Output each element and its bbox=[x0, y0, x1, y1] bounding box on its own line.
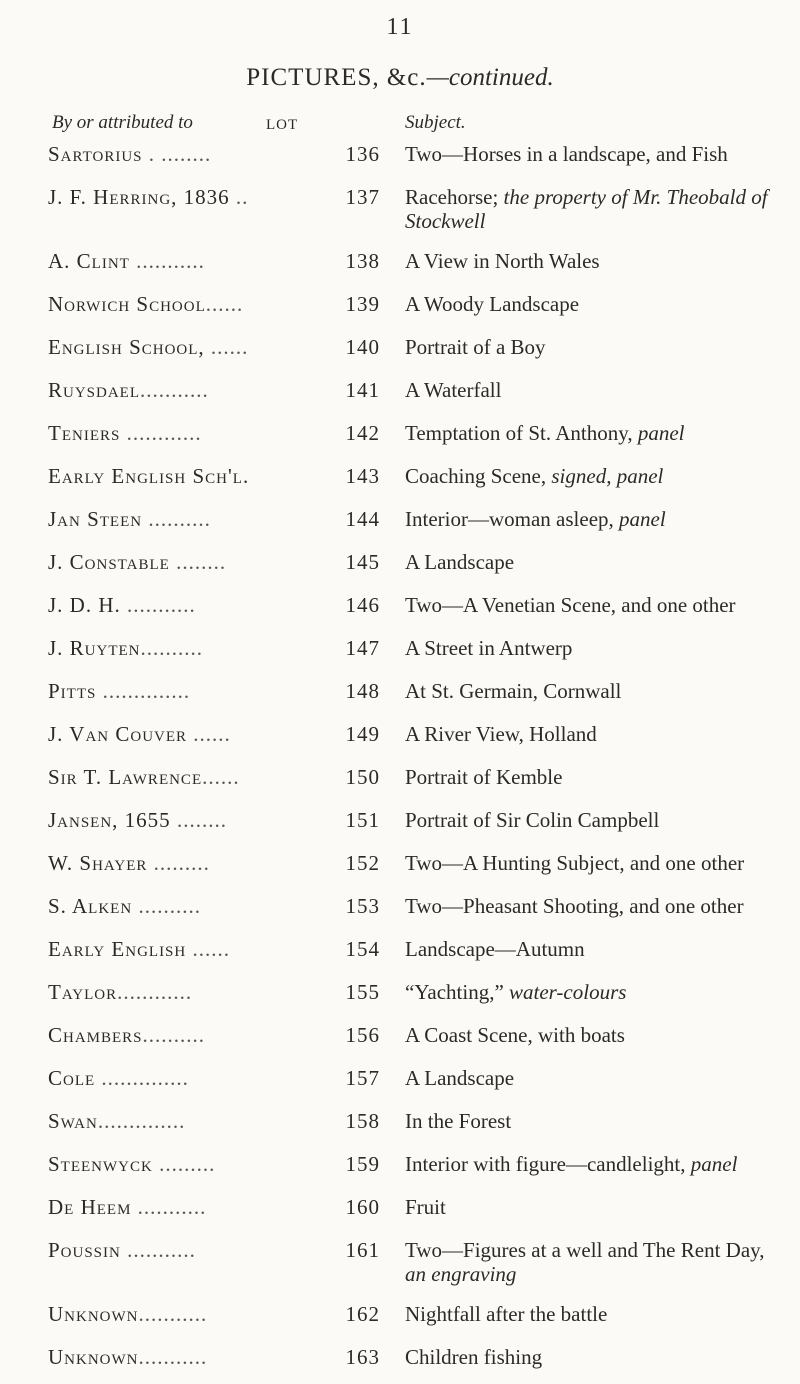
artist-name-text: S. Alken bbox=[48, 894, 133, 918]
artist-name-text: Sir T. Lawrence bbox=[48, 765, 203, 789]
leader-dots: .......... bbox=[142, 507, 211, 531]
catalogue-row bbox=[0, 374, 800, 417]
lot-number: 160 bbox=[345, 1195, 380, 1219]
catalogue-row bbox=[0, 1062, 800, 1105]
subject-description bbox=[405, 335, 790, 359]
subject-text: A Landscape bbox=[405, 1066, 515, 1090]
leader-dots: . ........ bbox=[142, 142, 212, 166]
subject-italic-text: signed, panel bbox=[551, 464, 664, 488]
artist-name-text: De Heem bbox=[48, 1195, 132, 1219]
leader-dots: .. bbox=[229, 185, 249, 209]
lot-number: 144 bbox=[345, 507, 380, 531]
artist-name bbox=[48, 1152, 298, 1177]
artist-name-text: Taylor bbox=[48, 980, 118, 1004]
subject-description bbox=[405, 378, 790, 402]
artist-name bbox=[48, 464, 298, 489]
catalogue-row bbox=[0, 890, 800, 933]
lot-number: 138 bbox=[345, 249, 380, 273]
subject-text: Landscape—Autumn bbox=[405, 937, 585, 961]
catalogue-row bbox=[0, 675, 800, 718]
artist-name-text: W. Shayer bbox=[48, 851, 148, 875]
lot-number: 140 bbox=[345, 335, 380, 359]
leader-dots: ...... bbox=[187, 722, 231, 746]
subject-column-header: Subject. bbox=[405, 112, 466, 133]
artist-name-text: J. Ruyten bbox=[48, 636, 141, 660]
artist-name-text: Early English Sch'l. bbox=[48, 464, 250, 488]
subject-description bbox=[405, 464, 790, 488]
artist-name bbox=[48, 507, 298, 532]
artist-name bbox=[48, 550, 298, 575]
subject-description bbox=[405, 1195, 790, 1219]
artist-name bbox=[48, 1345, 298, 1370]
artist-name bbox=[48, 937, 298, 962]
lot-number: 151 bbox=[345, 808, 380, 832]
artist-name bbox=[48, 1302, 298, 1327]
subject-description bbox=[405, 1109, 790, 1133]
subject-italic-text: the property of Mr. Theobald of Stockwell bbox=[405, 185, 768, 233]
artist-name bbox=[48, 679, 298, 704]
artist-name bbox=[48, 980, 298, 1005]
catalogue-row bbox=[0, 761, 800, 804]
lot-number: 149 bbox=[345, 722, 380, 746]
subject-description bbox=[405, 679, 790, 703]
catalogue-row bbox=[0, 138, 800, 181]
subject-text: Two—A Hunting Subject, and one other bbox=[405, 851, 745, 875]
catalogue-row bbox=[0, 632, 800, 675]
artist-name bbox=[48, 636, 298, 661]
subject-text: Two—Horses in a landscape, and Fish bbox=[405, 142, 728, 166]
subject-text: Two—Pheasant Shooting, and one other bbox=[405, 894, 744, 918]
catalogue-row bbox=[0, 245, 800, 288]
section-title-main: PICTURES, &c. bbox=[246, 64, 427, 91]
catalogue-row bbox=[0, 1234, 800, 1298]
subject-description bbox=[405, 142, 790, 166]
subject-text: Portrait of Kemble bbox=[405, 765, 563, 789]
leader-dots: .............. bbox=[96, 679, 191, 703]
subject-text: Portrait of Sir Colin Campbell bbox=[405, 808, 660, 832]
subject-description bbox=[405, 765, 790, 789]
leader-dots: ........... bbox=[129, 249, 205, 273]
subject-text: Children fishing bbox=[405, 1345, 543, 1369]
catalogue-row bbox=[0, 1019, 800, 1062]
subject-text: At St. Germain, Cornwall bbox=[405, 679, 622, 703]
subject-text: A View in North Wales bbox=[405, 249, 600, 273]
subject-description bbox=[405, 851, 790, 875]
lot-number: 146 bbox=[345, 593, 380, 617]
catalogue-row bbox=[0, 804, 800, 847]
artist-name-text: A. Clint bbox=[48, 249, 130, 273]
artist-name-text: Unknown bbox=[48, 1302, 139, 1326]
artist-name-text: Jan Steen bbox=[48, 507, 143, 531]
artist-name-text: Swan bbox=[48, 1109, 98, 1133]
lot-number: 159 bbox=[345, 1152, 380, 1176]
section-title bbox=[0, 64, 800, 92]
artist-name bbox=[48, 722, 298, 747]
artist-name bbox=[48, 421, 298, 446]
subject-text: A Woody Landscape bbox=[405, 292, 580, 316]
subject-description bbox=[405, 421, 790, 445]
lot-number: 162 bbox=[345, 1302, 380, 1326]
subject-description bbox=[405, 937, 790, 961]
leader-dots: ...... bbox=[205, 292, 244, 316]
artist-name bbox=[48, 765, 298, 790]
artist-name bbox=[48, 1109, 298, 1134]
subject-text: Two—Figures at a well and The Rent Day, bbox=[405, 1238, 765, 1262]
artist-name-text: Norwich School bbox=[48, 292, 206, 316]
artist-name-text: Pitts bbox=[48, 679, 97, 703]
artist-name-text: Cole bbox=[48, 1066, 96, 1090]
artist-name bbox=[48, 335, 298, 360]
leader-dots: ...... bbox=[186, 937, 230, 961]
artist-name-text: Ruysdael bbox=[48, 378, 141, 402]
subject-description bbox=[405, 1152, 790, 1176]
lot-number: 150 bbox=[345, 765, 380, 789]
leader-dots: ............ bbox=[117, 980, 193, 1004]
subject-description bbox=[405, 980, 790, 1004]
artist-name-text: J. F. Herring, 1836 bbox=[48, 185, 230, 209]
subject-description bbox=[405, 1066, 790, 1090]
leader-dots: .......... bbox=[132, 894, 201, 918]
subject-text: Coaching Scene, bbox=[405, 464, 552, 488]
subject-description bbox=[405, 1238, 790, 1286]
artist-name bbox=[48, 1195, 298, 1220]
lot-number: 137 bbox=[345, 185, 380, 209]
leader-dots: ........... bbox=[120, 593, 196, 617]
subject-text: Temptation of St. Anthony, bbox=[405, 421, 638, 445]
lot-number: 139 bbox=[345, 292, 380, 316]
artist-name-text: Steenwyck bbox=[48, 1152, 153, 1176]
artist-name-text: Poussin bbox=[48, 1238, 121, 1262]
catalogue-row bbox=[0, 546, 800, 589]
leader-dots: ......... bbox=[152, 1152, 216, 1176]
artist-name bbox=[48, 1066, 298, 1091]
lot-column-header: LOT bbox=[266, 117, 299, 133]
leader-dots: ........ bbox=[169, 550, 227, 574]
subject-description bbox=[405, 507, 790, 531]
lot-number: 147 bbox=[345, 636, 380, 660]
lot-number: 141 bbox=[345, 378, 380, 402]
artist-name bbox=[48, 894, 298, 919]
artist-name bbox=[48, 142, 298, 167]
subject-text: Portrait of a Boy bbox=[405, 335, 546, 359]
artist-name-text: Sartorius bbox=[48, 142, 143, 166]
subject-description bbox=[405, 249, 790, 273]
lot-number: 136 bbox=[345, 142, 380, 166]
artist-name-text: Chambers bbox=[48, 1023, 143, 1047]
catalogue-list bbox=[0, 138, 800, 1384]
subject-text: Nightfall after the battle bbox=[405, 1302, 608, 1326]
lot-number: 153 bbox=[345, 894, 380, 918]
subject-text: Interior with figure—candlelight, bbox=[405, 1152, 691, 1176]
artist-name bbox=[48, 1238, 298, 1263]
lot-number: 142 bbox=[345, 421, 380, 445]
lot-number: 157 bbox=[345, 1066, 380, 1090]
lot-number: 155 bbox=[345, 980, 380, 1004]
subject-description bbox=[405, 1023, 790, 1047]
catalogue-row bbox=[0, 288, 800, 331]
leader-dots: ........ bbox=[170, 808, 227, 832]
subject-text: Interior—woman asleep, bbox=[405, 507, 620, 531]
subject-text: Racehorse; bbox=[405, 185, 504, 209]
subject-italic-text: panel bbox=[690, 1152, 738, 1176]
subject-description bbox=[405, 1345, 790, 1369]
lot-number: 156 bbox=[345, 1023, 380, 1047]
subject-description bbox=[405, 1302, 790, 1326]
artist-name bbox=[48, 808, 298, 833]
subject-text: A Waterfall bbox=[405, 378, 502, 402]
subject-italic-text: water-colours bbox=[509, 980, 627, 1004]
leader-dots: ...... bbox=[202, 765, 240, 789]
artist-name-text: J. Van Couver bbox=[48, 722, 188, 746]
artist-name-text: Teniers bbox=[48, 421, 121, 445]
catalogue-row bbox=[0, 976, 800, 1019]
subject-description bbox=[405, 593, 790, 617]
artist-column-header: By or attributed to bbox=[52, 112, 193, 133]
artist-name-text: Unknown bbox=[48, 1345, 139, 1369]
artist-name bbox=[48, 593, 298, 618]
leader-dots: ...... bbox=[204, 335, 249, 359]
page-number: 11 bbox=[386, 14, 414, 40]
catalogue-row bbox=[0, 181, 800, 245]
section-title-continued: —continued. bbox=[426, 64, 554, 91]
catalogue-row bbox=[0, 503, 800, 546]
catalogue-row bbox=[0, 589, 800, 632]
subject-text: In the Forest bbox=[405, 1109, 512, 1133]
subject-description bbox=[405, 636, 790, 660]
artist-name bbox=[48, 185, 298, 210]
catalogue-row bbox=[0, 847, 800, 890]
leader-dots: ........... bbox=[120, 1238, 196, 1262]
subject-text: Two—A Venetian Scene, and one other bbox=[405, 593, 736, 617]
artist-name bbox=[48, 378, 298, 403]
lot-number: 143 bbox=[345, 464, 380, 488]
subject-text: A Street in Antwerp bbox=[405, 636, 573, 660]
leader-dots: ........... bbox=[138, 1345, 208, 1369]
lot-number: 163 bbox=[345, 1345, 380, 1369]
catalogue-row bbox=[0, 1341, 800, 1384]
catalogue-row bbox=[0, 417, 800, 460]
catalogue-row bbox=[0, 1105, 800, 1148]
leader-dots: .......... bbox=[140, 636, 204, 660]
leader-dots: ........... bbox=[140, 378, 209, 402]
leader-dots: ........... bbox=[131, 1195, 207, 1219]
subject-description bbox=[405, 550, 790, 574]
leader-dots: .............. bbox=[97, 1109, 186, 1133]
artist-name bbox=[48, 1023, 298, 1048]
leader-dots: ........... bbox=[138, 1302, 208, 1326]
subject-text: Fruit bbox=[405, 1195, 446, 1219]
subject-description bbox=[405, 894, 790, 918]
artist-name bbox=[48, 292, 298, 317]
catalogue-row bbox=[0, 331, 800, 374]
subject-text: A Landscape bbox=[405, 550, 515, 574]
lot-number: 145 bbox=[345, 550, 380, 574]
lot-number: 148 bbox=[345, 679, 380, 703]
lot-number: 158 bbox=[345, 1109, 380, 1133]
lot-number: 154 bbox=[345, 937, 380, 961]
subject-description bbox=[405, 722, 790, 746]
subject-text: “Yachting,” bbox=[405, 980, 510, 1004]
artist-name-text: J. Constable bbox=[48, 550, 170, 574]
leader-dots: .............. bbox=[95, 1066, 189, 1090]
artist-name bbox=[48, 249, 298, 274]
lot-number: 152 bbox=[345, 851, 380, 875]
catalogue-row bbox=[0, 718, 800, 761]
artist-name-text: J. D. H. bbox=[48, 593, 121, 617]
catalogue-row bbox=[0, 1148, 800, 1191]
catalogue-row bbox=[0, 1298, 800, 1341]
leader-dots: ......... bbox=[147, 851, 210, 875]
subject-italic-text: an engraving bbox=[405, 1262, 517, 1286]
artist-name bbox=[48, 851, 298, 876]
artist-name-text: Jansen, 1655 bbox=[48, 808, 171, 832]
subject-text: A Coast Scene, with boats bbox=[405, 1023, 625, 1047]
subject-description bbox=[405, 185, 790, 233]
subject-description bbox=[405, 292, 790, 316]
subject-italic-text: panel bbox=[637, 421, 685, 445]
artist-name-text: English School, bbox=[48, 335, 205, 359]
subject-description bbox=[405, 808, 790, 832]
subject-text: A River View, Holland bbox=[405, 722, 597, 746]
catalogue-row bbox=[0, 1191, 800, 1234]
leader-dots: ............ bbox=[120, 421, 202, 445]
catalogue-row bbox=[0, 460, 800, 503]
subject-italic-text: panel bbox=[619, 507, 666, 531]
lot-number: 161 bbox=[345, 1238, 380, 1262]
leader-dots: .......... bbox=[142, 1023, 206, 1047]
catalogue-row bbox=[0, 933, 800, 976]
artist-name-text: Early English bbox=[48, 937, 187, 961]
